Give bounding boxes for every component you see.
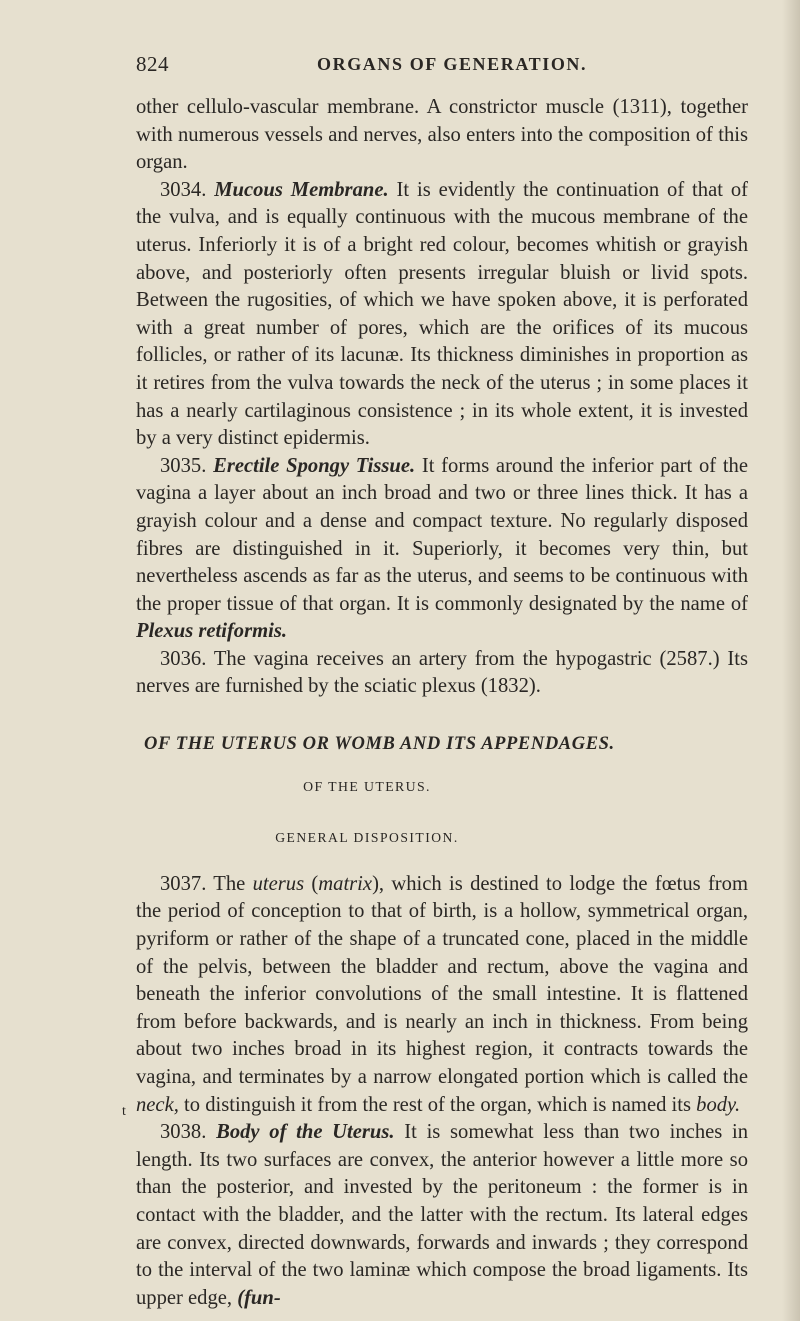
paragraph-heading: Body of the Uterus. <box>216 1121 395 1144</box>
paragraph-3037 <box>136 871 748 1119</box>
paragraph-term-body: body. <box>696 1093 741 1116</box>
body-text <box>136 94 748 1312</box>
paragraph-term-paren: (matrix), <box>311 872 385 895</box>
paragraph-number: 3035. <box>160 454 207 477</box>
paragraph-heading: Mucous Membrane. <box>214 178 389 201</box>
paragraph-text: other cellulo-vascular membrane. A constrictor muscle (1311), together with numerous vessels and nerves, also enters into the composition of this organ. <box>136 96 748 174</box>
page-edge-shadow <box>782 0 800 1321</box>
paragraph-number: 3034. <box>160 178 207 201</box>
paragraph-text: It forms around the inferior part of the vagina a layer about an inch broad and two or three lines thick. It has a grayish colour and a dense and compact texture. No regularly disposed fibres are distinguished in it. Superiorly, it becomes very thin, but nevertheless ascends as far as the uterus, and seems to be continuous with the proper tissue of that organ. It is commonly designated by the name of <box>136 454 748 615</box>
paragraph-number: 3037. <box>160 872 207 895</box>
paragraph-text: The vagina receives an artery from the hypogastric (2587.) Its nerves are furnished by the sciatic plexus (1832). <box>136 647 748 698</box>
paragraph-number: 3038. <box>160 1121 207 1144</box>
section-subtitle: OF THE UTERUS. <box>303 778 431 794</box>
paragraph-text: It is somewhat less than two inches in length. Its two surfaces are convex, the anterior however a little more so than the posterior, and invested by the peritoneum : the former is in contact with the bladder, and the latter with the rectum. Its lateral edges are convex, directed downwards, forwards and inwards ; they correspond to the interval of the two laminæ which compose the broad ligaments. Its upper edge, <box>136 1121 749 1309</box>
paragraph-italic-tail: (fun- <box>237 1286 281 1309</box>
paragraph-continuation <box>136 94 748 177</box>
paragraph-term-latin: matrix <box>318 872 373 895</box>
running-head <box>136 52 744 80</box>
section-title: OF THE UTERUS OR WOMB AND ITS APPENDAGES. <box>144 734 615 755</box>
paragraph-text-start: The <box>213 872 246 895</box>
paragraph-heading: Erectile Spongy Tissue. <box>213 454 416 477</box>
paragraph-text: It is evidently the continuation of that of the vulva, and is equally continuous with the mucous membrane of the uterus. Inferiorly it is of a bright red colour, becomes whitish or grayish above, and posteriorly often presents irregular bluish or livid spots. Between the rugosities, of which we have spoken above, it is perforated with a great number of pores, which are the orifices of its mucous follicles, or rather of its lacunæ. Its thickness diminishes in proportion as it retires from the vulva towards the neck of the uterus ; in some places it has a nearly cartilaginous consistence ; in its whole extent, it is invested by a very distinct epidermis. <box>136 178 748 450</box>
paragraph-text: which is destined to lodge the fœtus from the period of conception to that of birth, is a hollow, symmetrical organ, pyriform or rather of the shape of a truncated cone, placed in the middle of the pelvis, between the bladder and rectum, above the vagina and beneath the inferior convolutions of the small intestine. It is flattened from before backwards, and is nearly an inch in thickness. From being about two inches broad in its highest region, it contracts towards the vagina, and terminates by a narrow elongated portion which is called the <box>136 872 748 1088</box>
paragraph-number: 3036. <box>160 647 207 670</box>
margin-mark: t <box>122 1104 126 1119</box>
paragraph-3038 <box>136 1119 748 1312</box>
paragraph-3035 <box>136 453 748 646</box>
paragraph-term: uterus <box>252 872 305 895</box>
running-title: ORGANS OF GENERATION. <box>317 54 588 74</box>
paragraph-text-continued: to distinguish it from the rest of the organ, which is named its <box>184 1093 691 1116</box>
paragraph-term-neck: neck, <box>136 1093 179 1116</box>
paragraph-italic-term: Plexus retiformis. <box>136 620 288 643</box>
paragraph-3036 <box>136 646 748 701</box>
page-number: 824 <box>136 52 169 76</box>
paragraph-3034 <box>136 177 748 453</box>
section-subsubtitle: GENERAL DISPOSITION. <box>275 830 459 846</box>
